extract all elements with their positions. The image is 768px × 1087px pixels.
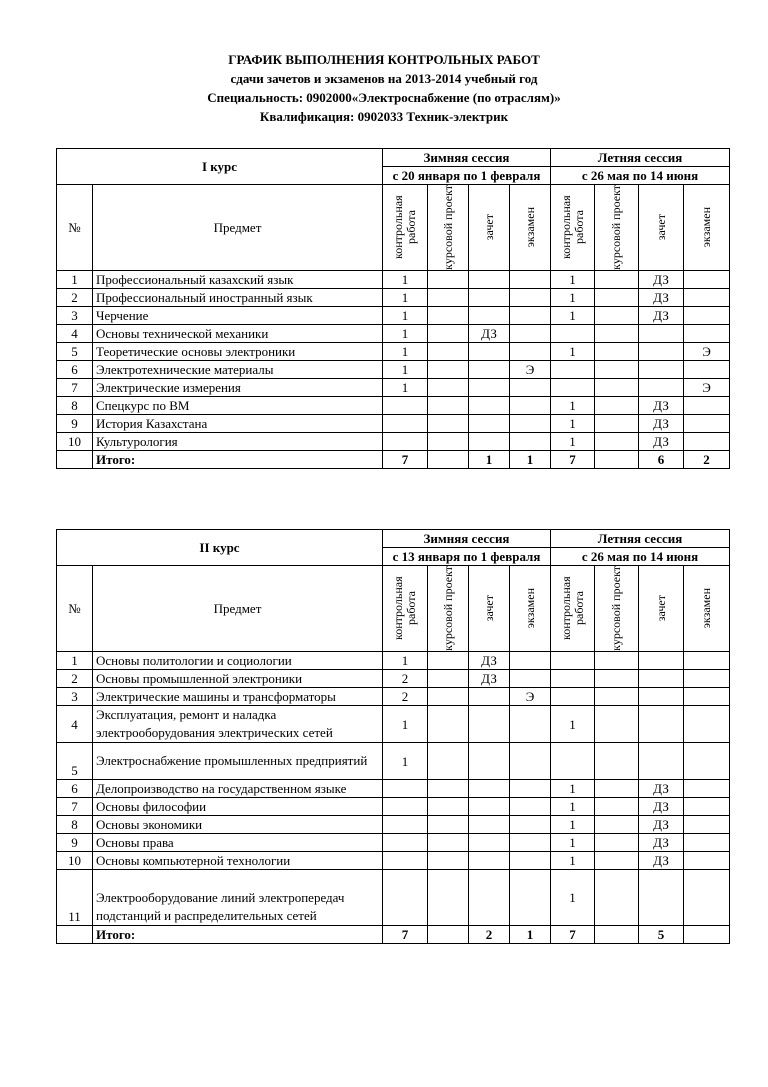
- cell-skp: [595, 361, 639, 379]
- col-header-summer-k: контрольная работа: [551, 185, 595, 271]
- col-header-summer-kp: курсовой проект: [595, 566, 639, 652]
- course-2-summer-title: Летняя сессия: [551, 530, 730, 548]
- cell-we: [510, 706, 551, 743]
- col-header-winter-k: контрольная работа: [383, 566, 428, 652]
- cell-we: [510, 271, 551, 289]
- cell-wz: [469, 816, 510, 834]
- cell-sk: [551, 361, 595, 379]
- table-row: [57, 870, 730, 926]
- cell-wz: [469, 343, 510, 361]
- title-line-1: ГРАФИК ВЫПОЛНЕНИЯ КОНТРОЛЬНЫХ РАБОТ: [228, 52, 540, 67]
- cell-sz: ДЗ: [639, 415, 684, 433]
- document-title: [0, 50, 768, 126]
- cell-wkp: [428, 379, 469, 397]
- cell-we: [510, 343, 551, 361]
- cell-sz: [639, 343, 684, 361]
- cell-sz: ДЗ: [639, 307, 684, 325]
- row-number: 8: [57, 397, 93, 415]
- subject-name: Эксплуатация, ремонт и наладка электрооборудования электрических сетей: [93, 706, 383, 743]
- subject-name: История Казахстана: [93, 415, 383, 433]
- col-header-summer-e: экзамен: [684, 566, 730, 652]
- cell-sk: 1: [551, 852, 595, 870]
- table-row: [57, 343, 730, 361]
- cell-wz: [469, 397, 510, 415]
- course-2-winter-title: Зимняя сессия: [383, 530, 551, 548]
- cell-sk: 1: [551, 415, 595, 433]
- cell-se: [684, 706, 730, 743]
- total-label: Итого:: [93, 451, 383, 469]
- total-cell: 5: [639, 926, 684, 944]
- row-number: 3: [57, 688, 93, 706]
- col-header-winter-e: экзамен: [510, 566, 551, 652]
- cell-wkp: [428, 852, 469, 870]
- table-row: [57, 670, 730, 688]
- cell-we: [510, 379, 551, 397]
- subject-name: Делопроизводство на государственном языке: [93, 780, 383, 798]
- total-cell: 2: [469, 926, 510, 944]
- table-row: [57, 688, 730, 706]
- cell-skp: [595, 780, 639, 798]
- row-number: 10: [57, 433, 93, 451]
- course-1-summer-title: Летняя сессия: [551, 149, 730, 167]
- total-cell: 7: [383, 451, 428, 469]
- cell-wz: ДЗ: [469, 325, 510, 343]
- cell-sk: [551, 379, 595, 397]
- table-row: [57, 743, 730, 780]
- cell-wk: 1: [383, 325, 428, 343]
- subject-name: Электрооборудование линий электропередач подстанций и распределительных сетей: [93, 870, 383, 926]
- subject-name: Профессиональный иностранный язык: [93, 289, 383, 307]
- course-1-winter-dates: с 20 января по 1 февраля: [383, 167, 551, 185]
- cell-wkp: [428, 834, 469, 852]
- cell-wkp: [428, 397, 469, 415]
- cell-we: [510, 834, 551, 852]
- subject-name: Профессиональный казахский язык: [93, 271, 383, 289]
- cell-se: [684, 652, 730, 670]
- cell-sz: ДЗ: [639, 834, 684, 852]
- row-number: 9: [57, 834, 93, 852]
- col-header-winter-kp: курсовой проект: [428, 566, 469, 652]
- cell-sz: [639, 706, 684, 743]
- cell-wz: [469, 870, 510, 926]
- col-header-num: №: [57, 566, 93, 652]
- cell-wkp: [428, 743, 469, 780]
- col-header-winter-z: зачет: [469, 185, 510, 271]
- total-cell: 1: [469, 451, 510, 469]
- cell-we: [510, 397, 551, 415]
- cell-skp: [595, 652, 639, 670]
- cell-wk: [383, 870, 428, 926]
- cell-sk: 1: [551, 433, 595, 451]
- cell-skp: [595, 289, 639, 307]
- cell-wk: [383, 852, 428, 870]
- cell-sz: ДЗ: [639, 798, 684, 816]
- cell-skp: [595, 271, 639, 289]
- cell-sk: 1: [551, 706, 595, 743]
- cell-skp: [595, 307, 639, 325]
- row-number: 8: [57, 816, 93, 834]
- cell-sk: 1: [551, 307, 595, 325]
- cell-sk: 1: [551, 397, 595, 415]
- cell-we: [510, 870, 551, 926]
- row-number: 7: [57, 379, 93, 397]
- cell-skp: [595, 397, 639, 415]
- total-cell: [428, 451, 469, 469]
- cell-wk: [383, 798, 428, 816]
- cell-we: [510, 652, 551, 670]
- cell-wkp: [428, 652, 469, 670]
- cell-se: [684, 325, 730, 343]
- table-row: [57, 271, 730, 289]
- cell-skp: [595, 415, 639, 433]
- cell-sz: [639, 743, 684, 780]
- total-cell: 7: [383, 926, 428, 944]
- cell-we: [510, 415, 551, 433]
- row-number: 11: [57, 870, 93, 926]
- cell-wk: 1: [383, 706, 428, 743]
- subject-name: Основы права: [93, 834, 383, 852]
- table-row: [57, 397, 730, 415]
- cell-sz: ДЗ: [639, 289, 684, 307]
- row-number: 5: [57, 743, 93, 780]
- subject-name: Электрические машины и трансформаторы: [93, 688, 383, 706]
- cell-wk: [383, 415, 428, 433]
- cell-we: [510, 433, 551, 451]
- col-header-summer-kp: курсовой проект: [595, 185, 639, 271]
- cell-wkp: [428, 271, 469, 289]
- cell-wz: [469, 271, 510, 289]
- cell-sk: [551, 325, 595, 343]
- cell-wk: 1: [383, 307, 428, 325]
- total-cell: [428, 926, 469, 944]
- row-number: 1: [57, 652, 93, 670]
- cell-wz: [469, 798, 510, 816]
- title-line-3: Специальность: 0902000«Электроснабжение (по отраслям)»: [207, 90, 561, 105]
- course-2-table: [56, 529, 730, 944]
- cell-skp: [595, 798, 639, 816]
- total-cell: [595, 451, 639, 469]
- total-cell: 1: [510, 926, 551, 944]
- cell-sk: 1: [551, 834, 595, 852]
- title-line-2: сдачи зачетов и экзаменов на 2013-2014 учебный год: [230, 71, 538, 86]
- cell-skp: [595, 325, 639, 343]
- subject-name: Основы промышленной электроники: [93, 670, 383, 688]
- cell-wz: [469, 852, 510, 870]
- cell-wz: [469, 780, 510, 798]
- cell-sz: ДЗ: [639, 271, 684, 289]
- cell-se: [684, 307, 730, 325]
- cell-skp: [595, 343, 639, 361]
- cell-wz: [469, 688, 510, 706]
- table-row: [57, 433, 730, 451]
- cell-skp: [595, 834, 639, 852]
- cell-wkp: [428, 307, 469, 325]
- cell-sk: [551, 743, 595, 780]
- total-cell: [684, 926, 730, 944]
- cell-wk: [383, 816, 428, 834]
- cell-wk: [383, 433, 428, 451]
- cell-sz: ДЗ: [639, 816, 684, 834]
- table-row: [57, 780, 730, 798]
- row-number: 4: [57, 325, 93, 343]
- course-1-winter-title: Зимняя сессия: [383, 149, 551, 167]
- subject-name: Черчение: [93, 307, 383, 325]
- table-row: [57, 379, 730, 397]
- cell-skp: [595, 379, 639, 397]
- course-1-title: I курс: [57, 149, 383, 185]
- col-header-winter-e: экзамен: [510, 185, 551, 271]
- cell-wkp: [428, 325, 469, 343]
- cell-se: [684, 834, 730, 852]
- cell-sk: 1: [551, 343, 595, 361]
- cell-se: [684, 289, 730, 307]
- cell-sz: ДЗ: [639, 780, 684, 798]
- cell-se: [684, 271, 730, 289]
- row-number: 9: [57, 415, 93, 433]
- cell-wkp: [428, 688, 469, 706]
- cell-wk: 2: [383, 670, 428, 688]
- row-number: 7: [57, 798, 93, 816]
- cell-wkp: [428, 289, 469, 307]
- col-header-winter-kp: курсовой проект: [428, 185, 469, 271]
- cell-skp: [595, 688, 639, 706]
- course-2-title: II курс: [57, 530, 383, 566]
- cell-se: [684, 397, 730, 415]
- cell-sz: ДЗ: [639, 397, 684, 415]
- title-line-4: Квалификация: 0902033 Техник-электрик: [259, 109, 509, 124]
- total-cell: 7: [551, 926, 595, 944]
- table-row: [57, 852, 730, 870]
- total-cell: 1: [510, 451, 551, 469]
- cell-se: Э: [684, 343, 730, 361]
- cell-wkp: [428, 870, 469, 926]
- cell-sk: 1: [551, 289, 595, 307]
- row-number: 1: [57, 271, 93, 289]
- cell-wkp: [428, 343, 469, 361]
- row-number: 2: [57, 670, 93, 688]
- table-row: [57, 325, 730, 343]
- cell-sz: [639, 688, 684, 706]
- cell-sk: [551, 688, 595, 706]
- cell-se: [684, 852, 730, 870]
- table-row: [57, 834, 730, 852]
- col-header-summer-k: контрольная работа: [551, 566, 595, 652]
- cell-wz: [469, 361, 510, 379]
- cell-wkp: [428, 415, 469, 433]
- subject-name: Основы технической механики: [93, 325, 383, 343]
- col-header-summer-e: экзамен: [684, 185, 730, 271]
- table-total-row: [57, 926, 730, 944]
- table-row: [57, 289, 730, 307]
- cell-we: [510, 325, 551, 343]
- cell-we: [510, 289, 551, 307]
- row-number: 6: [57, 780, 93, 798]
- subject-name: Основы политологии и социологии: [93, 652, 383, 670]
- total-label: Итого:: [93, 926, 383, 944]
- cell-wk: [383, 780, 428, 798]
- cell-we: [510, 743, 551, 780]
- cell-skp: [595, 870, 639, 926]
- subject-name: Электрические измерения: [93, 379, 383, 397]
- cell-wz: [469, 415, 510, 433]
- subject-name: Спецкурс по ВМ: [93, 397, 383, 415]
- table-total-row: [57, 451, 730, 469]
- table-row: [57, 706, 730, 743]
- cell-wz: [469, 743, 510, 780]
- cell-skp: [595, 706, 639, 743]
- total-cell: 2: [684, 451, 730, 469]
- cell-se: [684, 433, 730, 451]
- cell-wkp: [428, 670, 469, 688]
- total-cell: 6: [639, 451, 684, 469]
- cell-wz: ДЗ: [469, 670, 510, 688]
- cell-se: [684, 798, 730, 816]
- cell-skp: [595, 743, 639, 780]
- cell-wz: [469, 433, 510, 451]
- table-row: [57, 361, 730, 379]
- cell-sk: 1: [551, 816, 595, 834]
- cell-sz: [639, 361, 684, 379]
- subject-name: Теоретические основы электроники: [93, 343, 383, 361]
- cell-se: [684, 361, 730, 379]
- cell-sz: ДЗ: [639, 433, 684, 451]
- cell-sz: [639, 670, 684, 688]
- row-number: 5: [57, 343, 93, 361]
- cell-wz: [469, 834, 510, 852]
- cell-wz: [469, 307, 510, 325]
- course-2-winter-dates: с 13 января по 1 февраля: [383, 548, 551, 566]
- cell-sk: 1: [551, 271, 595, 289]
- cell-sz: [639, 379, 684, 397]
- table-row: [57, 415, 730, 433]
- row-number: 2: [57, 289, 93, 307]
- cell-sk: 1: [551, 798, 595, 816]
- cell-sk: 1: [551, 870, 595, 926]
- cell-wk: 1: [383, 379, 428, 397]
- cell-se: [684, 870, 730, 926]
- cell-se: [684, 670, 730, 688]
- cell-sk: [551, 670, 595, 688]
- cell-sz: [639, 325, 684, 343]
- course-1-table: [56, 148, 730, 469]
- course-1-summer-dates: с 26 мая по 14 июня: [551, 167, 730, 185]
- cell-we: [510, 852, 551, 870]
- cell-wz: [469, 289, 510, 307]
- cell-wz: [469, 706, 510, 743]
- table-row: [57, 652, 730, 670]
- cell-se: [684, 743, 730, 780]
- total-cell: [595, 926, 639, 944]
- cell-we: [510, 307, 551, 325]
- course-2-summer-dates: с 26 мая по 14 июня: [551, 548, 730, 566]
- cell-skp: [595, 433, 639, 451]
- cell-wk: 1: [383, 361, 428, 379]
- cell-wk: 1: [383, 289, 428, 307]
- cell-we: [510, 780, 551, 798]
- cell-sk: 1: [551, 780, 595, 798]
- col-header-num: №: [57, 185, 93, 271]
- row-number: 3: [57, 307, 93, 325]
- cell-wz: ДЗ: [469, 652, 510, 670]
- col-header-subject: Предмет: [93, 185, 383, 271]
- cell-wkp: [428, 798, 469, 816]
- cell-we: Э: [510, 688, 551, 706]
- cell-wk: [383, 834, 428, 852]
- cell-we: Э: [510, 361, 551, 379]
- col-header-subject: Предмет: [93, 566, 383, 652]
- cell-se: Э: [684, 379, 730, 397]
- cell-wk: 1: [383, 743, 428, 780]
- cell-we: [510, 798, 551, 816]
- cell-wkp: [428, 433, 469, 451]
- cell-skp: [595, 670, 639, 688]
- col-header-summer-z: зачет: [639, 185, 684, 271]
- cell-we: [510, 670, 551, 688]
- cell-se: [684, 688, 730, 706]
- cell-se: [684, 415, 730, 433]
- cell-skp: [595, 852, 639, 870]
- cell-wk: 1: [383, 652, 428, 670]
- cell-we: [510, 816, 551, 834]
- subject-name: Основы философии: [93, 798, 383, 816]
- table-row: [57, 798, 730, 816]
- col-header-winter-z: зачет: [469, 566, 510, 652]
- subject-name: Основы экономики: [93, 816, 383, 834]
- cell-se: [684, 816, 730, 834]
- col-header-winter-k: контрольная работа: [383, 185, 428, 271]
- col-header-summer-z: зачет: [639, 566, 684, 652]
- row-number: 10: [57, 852, 93, 870]
- cell-sk: [551, 652, 595, 670]
- subject-name: Электротехнические материалы: [93, 361, 383, 379]
- cell-wk: [383, 397, 428, 415]
- row-number: 6: [57, 361, 93, 379]
- cell-sz: [639, 870, 684, 926]
- cell-sz: ДЗ: [639, 852, 684, 870]
- cell-wkp: [428, 361, 469, 379]
- table-row: [57, 307, 730, 325]
- subject-name: Основы компьютерной технологии: [93, 852, 383, 870]
- cell-sz: [639, 652, 684, 670]
- subject-name: Электроснабжение промышленных предприятий: [93, 743, 383, 780]
- cell-wz: [469, 379, 510, 397]
- total-cell: 7: [551, 451, 595, 469]
- cell-se: [684, 780, 730, 798]
- cell-wkp: [428, 706, 469, 743]
- cell-skp: [595, 816, 639, 834]
- table-row: [57, 816, 730, 834]
- cell-wk: 1: [383, 271, 428, 289]
- row-number: 4: [57, 706, 93, 743]
- cell-wkp: [428, 816, 469, 834]
- cell-wk: 2: [383, 688, 428, 706]
- subject-name: Культурология: [93, 433, 383, 451]
- cell-wk: 1: [383, 343, 428, 361]
- cell-wkp: [428, 780, 469, 798]
